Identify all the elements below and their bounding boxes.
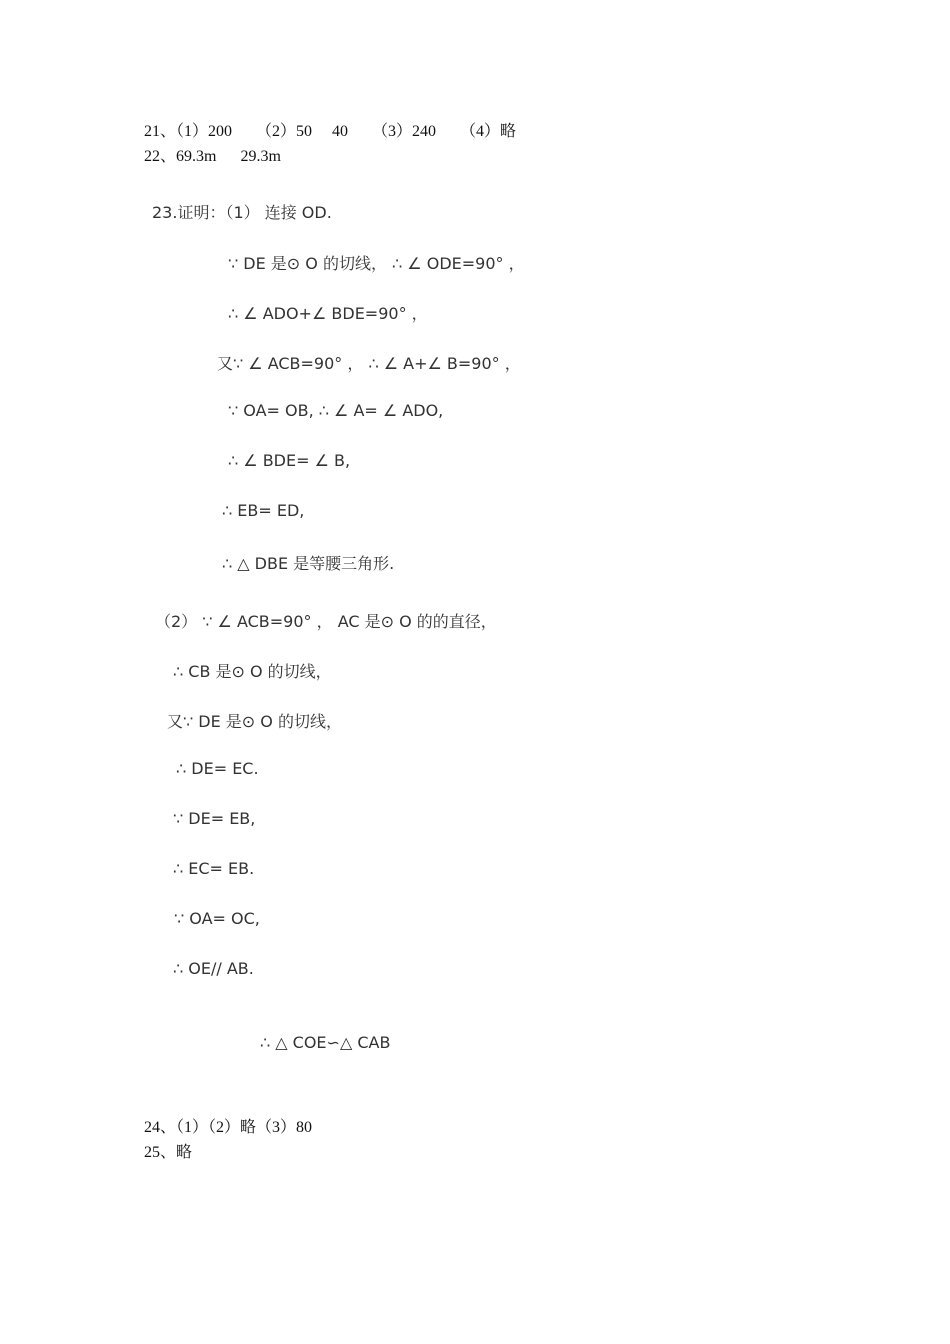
proof-title: 23.证明：（1） 连接 OD. [152,203,332,222]
proof-line: ∴ ∠ BDE= ∠ B, [228,451,351,470]
proof-line: ∵ OA= OB, ∴ ∠ A= ∠ ADO, [228,401,444,420]
proof-line: ∵ OA= OC, [174,909,260,928]
proof-line: ∵ DE 是⊙ O 的切线， ∴ ∠ ODE=90° ， [228,254,525,273]
proof-line: ∴ EB= ED, [222,501,305,520]
proof-conclusion: ∴ △ COE∽△ CAB [260,1033,391,1052]
answer-24: 24、（1）（2）略（3）80 [144,1119,313,1136]
proof-line: ∴ DE= EC. [176,759,259,778]
proof-line: （2） ∵ ∠ ACB=90° ， AC 是⊙ O 的的直径， [155,612,497,631]
proof-line: ∴ EC= EB. [173,859,255,878]
proof-line: ∴ ∠ ADO+∠ BDE=90° ， [228,304,428,323]
proof-line: ∴ CB 是⊙ O 的切线， [173,662,332,681]
answer-25: 25、略 [144,1144,193,1161]
proof-line: 又∵ ∠ ACB=90° ， ∴ ∠ A+∠ B=90° ， [217,354,521,373]
answer-21: 21、（1）200 （2）50 40 （3）240 （4）略 [144,123,517,140]
proof-line: ∴ OE// AB. [173,959,254,978]
proof-line: ∵ DE= EB, [173,809,256,828]
proof-line: ∴ △ DBE 是等腰三角形. [222,554,395,573]
proof-line: 又∵ DE 是⊙ O 的切线， [167,712,342,731]
answer-22: 22、69.3m 29.3m [144,148,281,165]
